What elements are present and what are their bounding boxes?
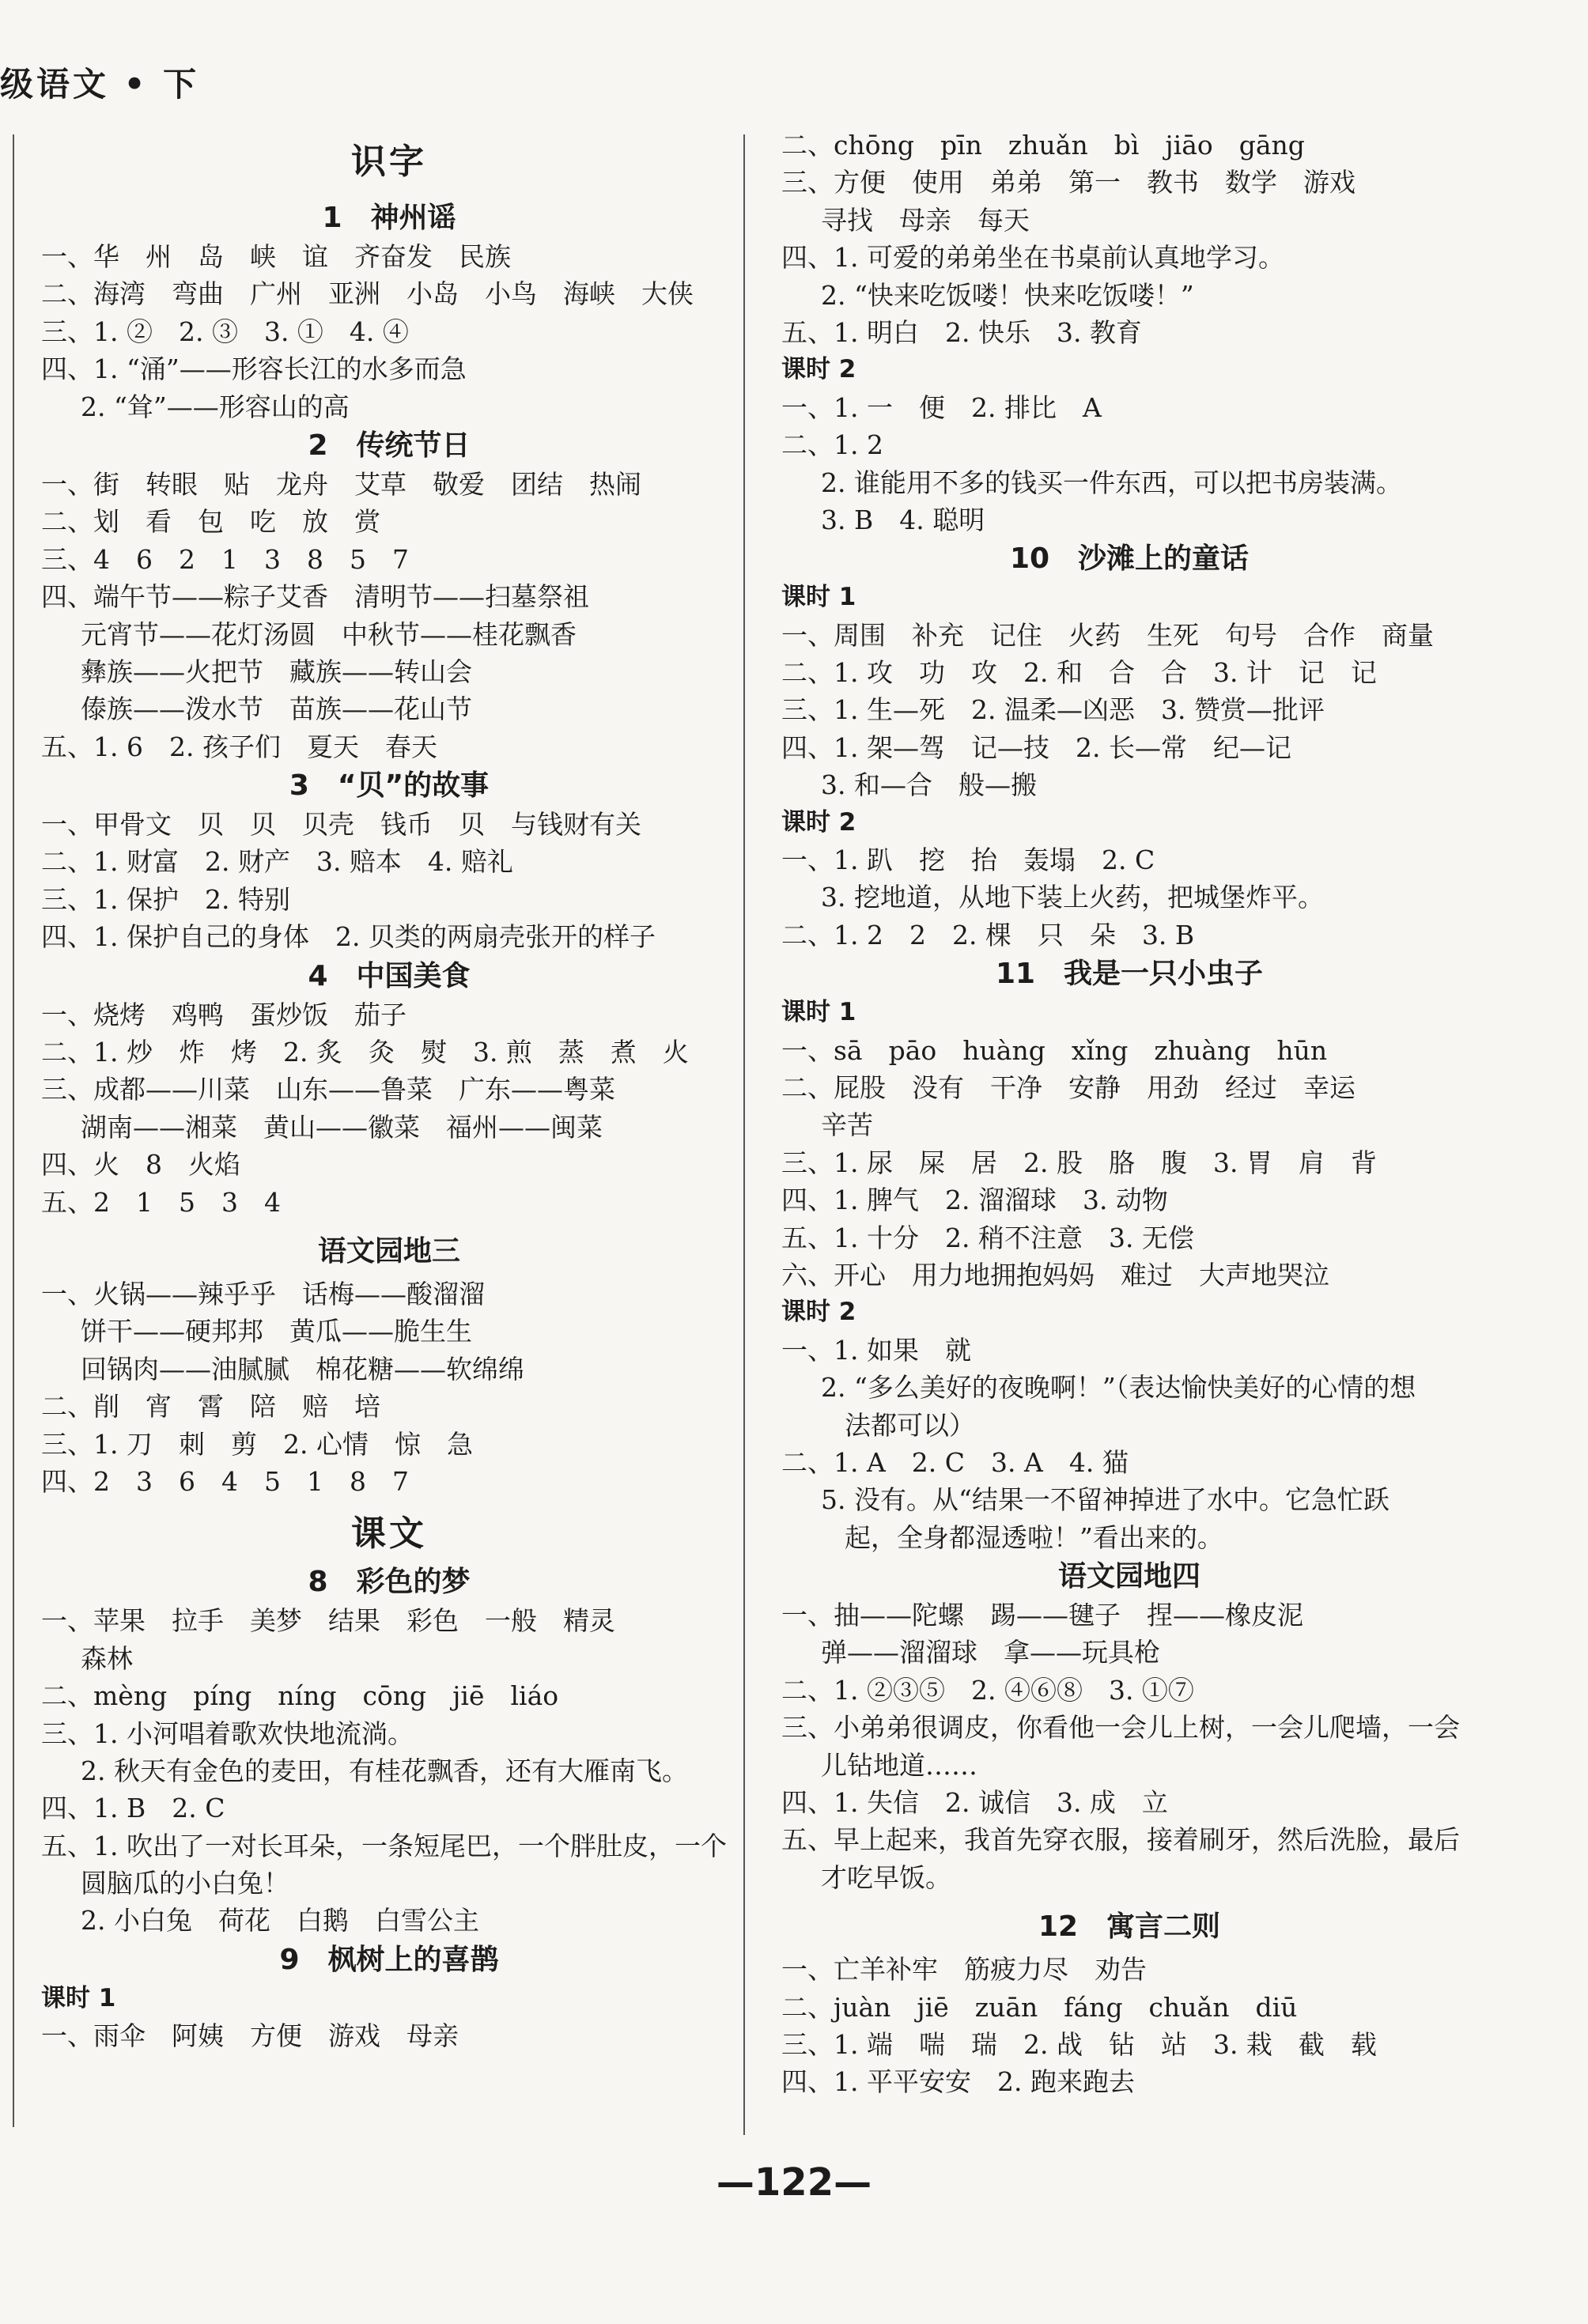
answer-line: 二、1. 财富 2. 财产 3. 赔本 4. 赔礼: [41, 846, 513, 878]
answer-line: 四、1. 平平安安 2. 跑来跑去: [781, 2066, 1135, 2098]
answer-line: 5. 没有。从“结果一不留神掉进了水中。它急忙跃: [821, 1484, 1390, 1516]
answer-line: 一、苹果 拉手 美梦 结果 彩色 一般 精灵: [41, 1605, 615, 1637]
lesson-title: 语文园地四: [1057, 1560, 1200, 1593]
answer-line: 元宵节——花灯汤圆 中秋节——桂花飘香: [81, 618, 577, 650]
answer-line: 儿钻地道……: [821, 1749, 977, 1781]
answer-line: 二、chōng pīn zhuǎn bì jiāo gāng: [781, 130, 1305, 161]
column-divider: [743, 134, 745, 2135]
answer-line: 才吃早饭。: [821, 1861, 951, 1893]
lesson-title: 9 枫树上的喜鹊: [279, 1943, 499, 1976]
answer-line: 一、抽——陀螺 踢——毽子 捏——橡皮泥: [781, 1600, 1303, 1631]
lesson-title: 语文园地三: [317, 1234, 460, 1268]
lesson-title: 4 中国美食: [308, 959, 471, 992]
answer-line: 一、甲骨文 贝 贝 贝壳 钱币 贝 与钱财有关: [41, 809, 641, 841]
answer-line: 六、开心 用力地拥抱妈妈 难过 大声地哭泣: [781, 1259, 1329, 1290]
answer-line: 三、1. 生—死 2. 温柔—凶恶 3. 赞赏—批评: [781, 694, 1325, 726]
answer-line: 四、1. B 2. C: [41, 1793, 225, 1824]
answer-line: 寻找 母亲 每天: [821, 204, 1030, 236]
answer-line: 四、2 3 6 4 5 1 8 7: [41, 1465, 409, 1497]
answer-line: 二、mèng píng níng cōng jiē liáo: [41, 1680, 559, 1712]
answer-line: 二、划 看 包 吃 放 赏: [41, 506, 380, 538]
answer-line: 三、成都——川菜 山东——鲁菜 广东——粤菜: [41, 1074, 615, 1105]
lesson-title: 12 寓言二则: [1038, 1910, 1221, 1944]
lesson-title: 10 沙滩上的童话: [1009, 542, 1250, 576]
answer-line: 森林: [81, 1642, 133, 1674]
answer-line: 二、削 宵 霄 陪 赔 培: [41, 1391, 380, 1423]
answer-line: 三、1. 刀 刺 剪 2. 心情 惊 急: [41, 1428, 473, 1460]
answer-line: 一、烧烤 鸡鸭 蛋炒饭 茄子: [41, 999, 406, 1030]
answer-line: 一、华 州 岛 峡 谊 齐奋发 民族: [41, 241, 511, 272]
left-answer-column: [41, 127, 737, 2055]
class-period-label: 课时 1: [781, 998, 856, 1027]
class-period-label: 课时 1: [41, 1983, 116, 2012]
answer-line: 一、火锅——辣乎乎 话梅——酸溜溜: [41, 1278, 485, 1309]
section-heading: 课文: [351, 1513, 427, 1555]
page-header-title: 级语文 • 下: [0, 65, 200, 104]
answer-line: 五、早上起来，我首先穿衣服，接着刷牙，然后洗脸，最后: [781, 1824, 1460, 1856]
answer-line: 五、1. 十分 2. 稍不注意 3. 无偿: [781, 1222, 1194, 1253]
answer-line: 2. “多么美好的夜晚啊！”（表达愉快美好的心情的想: [821, 1372, 1416, 1404]
answer-line: 三、1. 小河唱着歌欢快地流淌。: [41, 1717, 414, 1749]
answer-line: 一、1. 如果 就: [781, 1334, 971, 1366]
answer-line: 四、1. 可爱的弟弟坐在书桌前认真地学习。: [781, 242, 1284, 274]
answer-line: 2. 秋天有金色的麦田，有桂花飘香，还有大雁南飞。: [81, 1755, 688, 1786]
answer-line: 3. B 4. 聪明: [821, 504, 985, 535]
answer-line: 二、1. 炒 炸 烤 2. 炙 灸 熨 3. 煎 蒸 煮 火: [41, 1037, 689, 1068]
answer-line: 二、1. 2 2 2. 棵 只 朵 3. B: [781, 919, 1195, 950]
answer-line: 辛苦: [821, 1109, 873, 1141]
answer-line: 二、屁股 没有 干净 安静 用劲 经过 幸运: [781, 1071, 1355, 1103]
answer-line: 弹——溜溜球 拿——玩具枪: [821, 1637, 1160, 1668]
section-heading: 识字: [351, 142, 427, 182]
answer-line: 五、2 1 5 3 4: [41, 1186, 281, 1218]
page-number: —122—: [716, 2160, 872, 2205]
answer-line: 二、1. 攻 功 攻 2. 和 合 合 3. 计 记 记: [781, 657, 1377, 689]
answer-line: 2. “快来吃饭喽！快来吃饭喽！”: [821, 279, 1194, 311]
answer-line: 三、1. 尿 屎 居 2. 股 胳 腹 3. 胃 肩 背: [781, 1147, 1377, 1178]
answer-line: 三、1. 保护 2. 特别: [41, 883, 290, 915]
answer-line: 彝族——火把节 藏族——转山会: [81, 656, 472, 687]
class-period-label: 课时 2: [781, 1298, 856, 1327]
lesson-title: 3 “贝”的故事: [289, 769, 490, 803]
answer-line: 四、1. 保护自己的身体 2. 贝类的两扇壳张开的样子: [41, 921, 656, 953]
answer-line: 2. “耸”——形容山的高: [81, 391, 350, 422]
answer-line: 五、1. 明白 2. 快乐 3. 教育: [781, 316, 1142, 348]
answer-line: 二、海湾 弯曲 广州 亚洲 小岛 小鸟 海峡 大侠: [41, 278, 694, 310]
class-period-label: 课时 2: [781, 355, 856, 384]
answer-line: 三、1. 端 喘 瑞 2. 战 钻 站 3. 栽 截 载: [781, 2028, 1377, 2060]
answer-line: 一、1. 趴 挖 抬 轰塌 2. C: [781, 845, 1155, 876]
answer-line: 二、1. ②③⑤ 2. ④⑥⑧ 3. ①⑦: [781, 1674, 1194, 1706]
answer-line: 一、sā pāo huàng xǐng zhuàng hūn: [781, 1034, 1328, 1066]
answer-line: 四、1. 失信 2. 诚信 3. 成 立: [781, 1787, 1168, 1819]
answer-line-continuation: 法都可以）: [845, 1409, 975, 1441]
answer-line: 湖南——湘菜 黄山——徽菜 福州——闽菜: [81, 1111, 603, 1143]
answer-line: 一、亡羊补牢 筋疲力尽 劝告: [781, 1954, 1147, 1986]
answer-line: 四、1. “涌”——形容长江的水多而急: [41, 353, 467, 385]
answer-line: 圆脑瓜的小白兔！: [81, 1868, 289, 1899]
answer-line: 四、端午节——粽子艾香 清明节——扫墓祭祖: [41, 581, 589, 613]
answer-line: 3. 挖地道，从地下装上火药，把城堡炸平。: [821, 882, 1324, 913]
class-period-label: 课时 2: [781, 807, 856, 837]
lesson-title: 1 神州谣: [322, 202, 456, 234]
answer-line: 一、周围 补充 记住 火药 生死 句号 合作 商量: [781, 619, 1434, 651]
right-answer-column: [781, 127, 1477, 2101]
answer-line: 五、1. 吹出了一对长耳朵，一条短尾巴，一个胖肚皮，一个: [41, 1830, 727, 1861]
answer-line: 四、火 8 火焰: [41, 1149, 240, 1181]
left-margin-rule: [13, 134, 14, 2127]
lesson-title: 8 彩色的梦: [308, 1566, 471, 1599]
answer-line: 2. 小白兔 荷花 白鹅 白雪公主: [81, 1905, 479, 1937]
class-period-label: 课时 1: [781, 583, 856, 612]
answer-line: 三、方便 使用 弟弟 第一 教书 数学 游戏: [781, 167, 1355, 198]
answer-line: 二、1. 2: [781, 429, 883, 461]
answer-line: 三、小弟弟很调皮，你看他一会儿上树，一会儿爬墙，一会: [781, 1712, 1460, 1744]
answer-line: 一、街 转眼 贴 龙舟 艾草 敬爱 团结 热闹: [41, 468, 641, 500]
answer-line: 一、雨伞 阿姨 方便 游戏 母亲: [41, 2020, 459, 2052]
answer-line: 四、1. 脾气 2. 溜溜球 3. 动物: [781, 1185, 1168, 1216]
answer-line: 回锅肉——油腻腻 棉花糖——软绵绵: [81, 1353, 524, 1385]
answer-line: 2. 谁能用不多的钱买一件东西，可以把书房装满。: [821, 467, 1402, 498]
answer-line: 三、1. ② 2. ③ 3. ① 4. ④: [41, 316, 409, 347]
answer-line: 三、4 6 2 1 3 8 5 7: [41, 543, 409, 575]
answer-line: 四、1. 架—驾 记—技 2. 长—常 纪—记: [781, 731, 1291, 763]
answer-line: 五、1. 6 2. 孩子们 夏天 春天: [41, 731, 437, 762]
answer-line: 二、1. A 2. C 3. A 4. 猫: [781, 1446, 1129, 1478]
answer-line: 一、1. 一 便 2. 排比 A: [781, 391, 1102, 423]
answer-line-continuation: 起，全身都湿透啦！”看出来的。: [845, 1521, 1223, 1553]
answer-line: 饼干——硬邦邦 黄瓜——脆生生: [81, 1316, 472, 1347]
answer-line: 二、juàn jiē zuān fáng chuǎn diū: [781, 1991, 1298, 2023]
answer-line: 3. 和—合 般—搬: [821, 769, 1037, 801]
lesson-title: 11 我是一只小虫子: [995, 958, 1264, 991]
answer-line: 傣族——泼水节 苗族——花山节: [81, 693, 472, 725]
lesson-title: 2 传统节日: [308, 429, 471, 462]
